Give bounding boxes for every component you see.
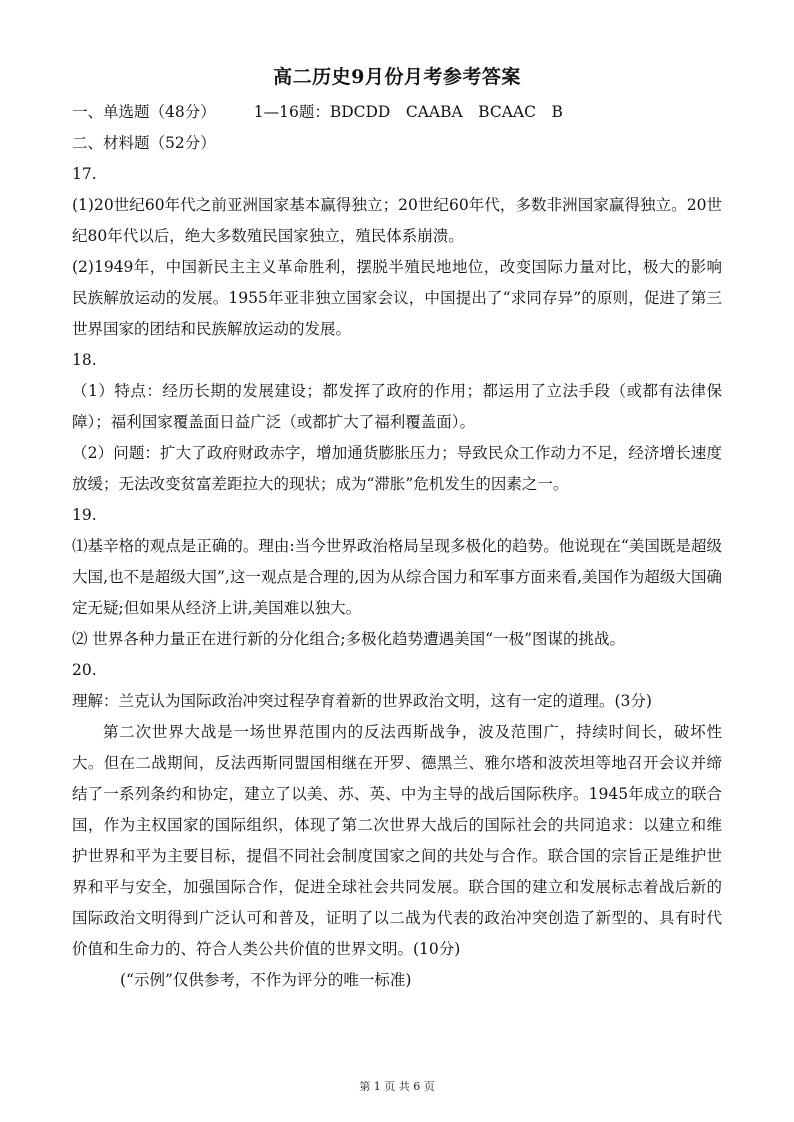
q19-number: 19. <box>72 506 97 524</box>
single-choice-line <box>72 97 722 128</box>
q17-number: 17. <box>72 165 97 183</box>
q20-understanding: 理解：兰克认为国际政治冲突过程孕育着新的世界政治文明，这有一定的道理。(3分) <box>72 692 652 710</box>
q18-number: 18. <box>72 351 97 369</box>
q18-part1: （1）特点：经历长期的发展建设；都发挥了政府的作用；都运用了立法手段（或都有法律保障）；福利国家覆盖面日益广泛（或都扩大了福利覆盖面）。 <box>72 382 722 431</box>
page-title: 高二历史9月份月考参考答案 <box>273 66 521 88</box>
q20-note: (“示例”仅供参考，不作为评分的唯一标准) <box>120 971 412 989</box>
q17-part2: (2)1949年，中国新民主主义革命胜利，摆脱半殖民地地位，改变国际力量对比，极大的影响民族解放运动的发展。1955年亚非独立国家会议，中国提出了“求同存异”的原则，促进了第三世界国家的团结和民族解放运动的发展。 <box>72 258 722 338</box>
q19-part2: ⑵ 世界各种力量正在进行新的分化组合;多极化趋势遭遇美国“一极”图谋的挑战。 <box>72 630 625 648</box>
q20-number: 20. <box>72 661 97 679</box>
answer-document <box>72 62 722 996</box>
q17-part1: (1)20世纪60年代之前亚洲国家基本赢得独立；20世纪60年代，多数非洲国家赢得独立。20世纪80年代以后，绝大多数殖民国家独立，殖民体系崩溃。 <box>72 196 722 245</box>
q19-part1: ⑴基辛格的观点是正确的。理由:当今世界政治格局呈现多极化的趋势。他说现在“美国既是超级大国,也不是超级大国”,这一观点是合理的,因为从综合国力和军事方面来看,美国作为超级大国确定无疑;但如果从经济上讲,美国难以独大。 <box>72 537 722 617</box>
q20-essay: 第二次世界大战是一场世界范围内的反法西斯战争，波及范围广，持续时间长，破坏性大。但在二战期间，反法西斯同盟国相继在开罗、德黑兰、雅尔塔和波茨坦等地召开会议并缔结了一系列条约和协定，建立了以美、苏、英、中为主导的战后国际秩序。1945年成立的联合国，作为主权国家的国际组织，体现了第二次世界大战后的国际社会的共同追求：以建立和维护世界和平为主要目标，提倡不同社会制度国家之间的共处与合作。联合国的宗旨正是维护世界和平与安全，加强国际合作，促进全球社会共同发展。联合国的建立和发展标志着战后新的国际政治文明得到广泛认可和普及，证明了以二战为代表的政治冲突创造了新型的、具有时代价值和生命力的、符合人类公共价值的世界文明。(10分) <box>72 723 722 958</box>
single-choice-heading: 一、单选题（48分） <box>72 103 216 121</box>
q18-part2: （2）问题：扩大了政府财政赤字，增加通货膨胀压力；导致民众工作动力不足，经济增长速度放缓；无法改变贫富差距拉大的现状；成为“滞胀”危机发生的因素之一。 <box>72 444 722 493</box>
single-choice-answers: 1—16题：BDCDD CAABA BCAAC B <box>253 103 563 121</box>
page-footer: 第 1 页 共 6 页 <box>359 1080 435 1093</box>
material-heading: 二、材料题（52分） <box>72 134 216 152</box>
